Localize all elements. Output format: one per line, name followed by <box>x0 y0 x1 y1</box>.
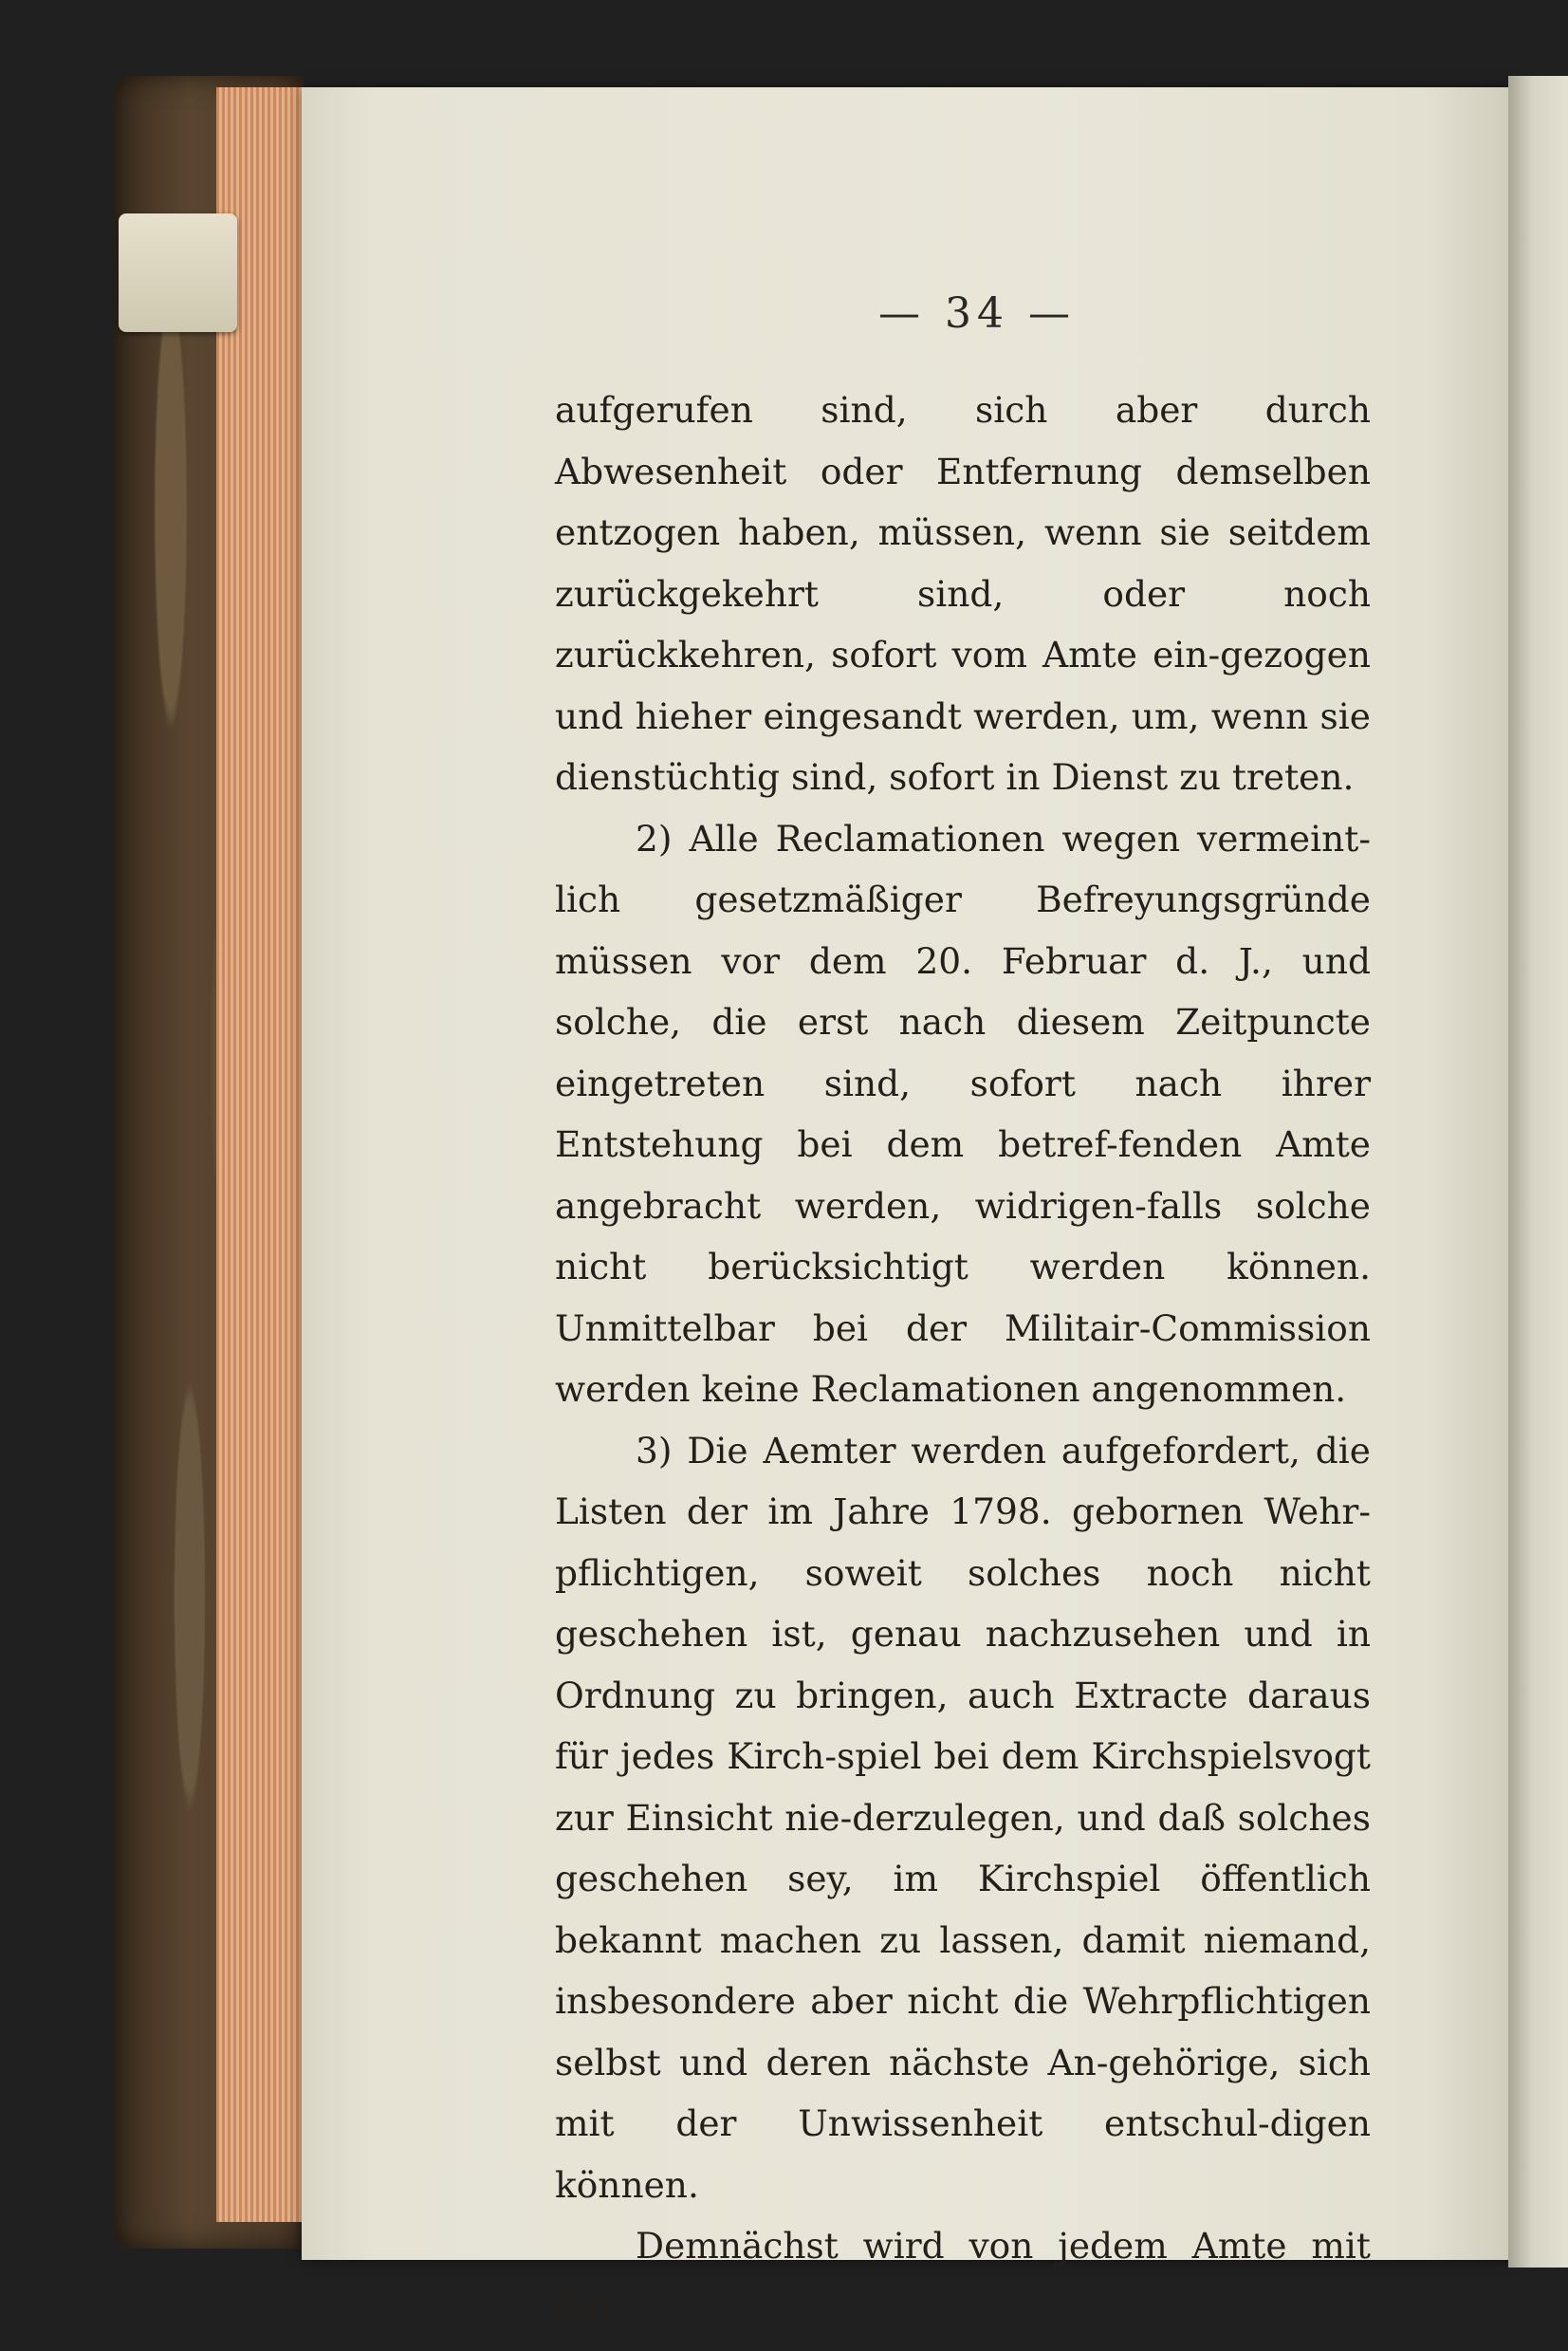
paragraph-3: 3) Die Aemter werden aufgefordert, die Listen der im Jahre 1798. gebornen Wehr-pflichtigen, soweit solches noch nicht geschehen ist, genau nachzusehen und in Ordnung zu bringen, auch Extracte daraus für jedes Kirch-spiel bei dem Kirchspielsvogt zur Einsicht nie-derzulegen, und daß solches geschehen sey, im Kirchspiel öffentlich bekannt machen zu lassen, damit niemand, insbesondere aber nicht die Wehrpflichtigen selbst und deren nächste An-gehörige, sich mit der Unwissenheit entschul-digen können. <box>555 1429 1371 2206</box>
paragraph-1: aufgerufen sind, sich aber durch Abwesenheit oder Entfernung demselben entzogen haben, müssen, wenn sie seitdem zurückgekehrt sind, oder noch zurückkehren, sofort vom Amte ein-gezogen und hieher eingesandt werden, um, wenn sie dienstüchtig sind, sofort in Dienst zu treten. <box>555 389 1371 798</box>
facing-page-gutter <box>1508 76 1568 2268</box>
paragraph-2: 2) Alle Reclamationen wegen vermeint-lich gesetzmäßiger Befreyungsgründe müssen vor dem 20. Februar d. J., und solche, die erst nach diesem Zeitpuncte eingetreten sind, sofort nach ihrer Entstehung bei dem betref-fenden Amte angebracht werden, widrigen-falls solche nicht berücksichtigt werden können. Unmittelbar bei der Militair-Commission werden keine Reclamationen angenommen. <box>555 817 1371 1410</box>
page-number: — 34 — <box>878 289 1076 338</box>
paragraph-4: Demnächst wird von jedem Amte mit der <box>555 2225 1371 2328</box>
body-text <box>555 379 1371 2338</box>
bookmark-tab <box>119 213 237 332</box>
